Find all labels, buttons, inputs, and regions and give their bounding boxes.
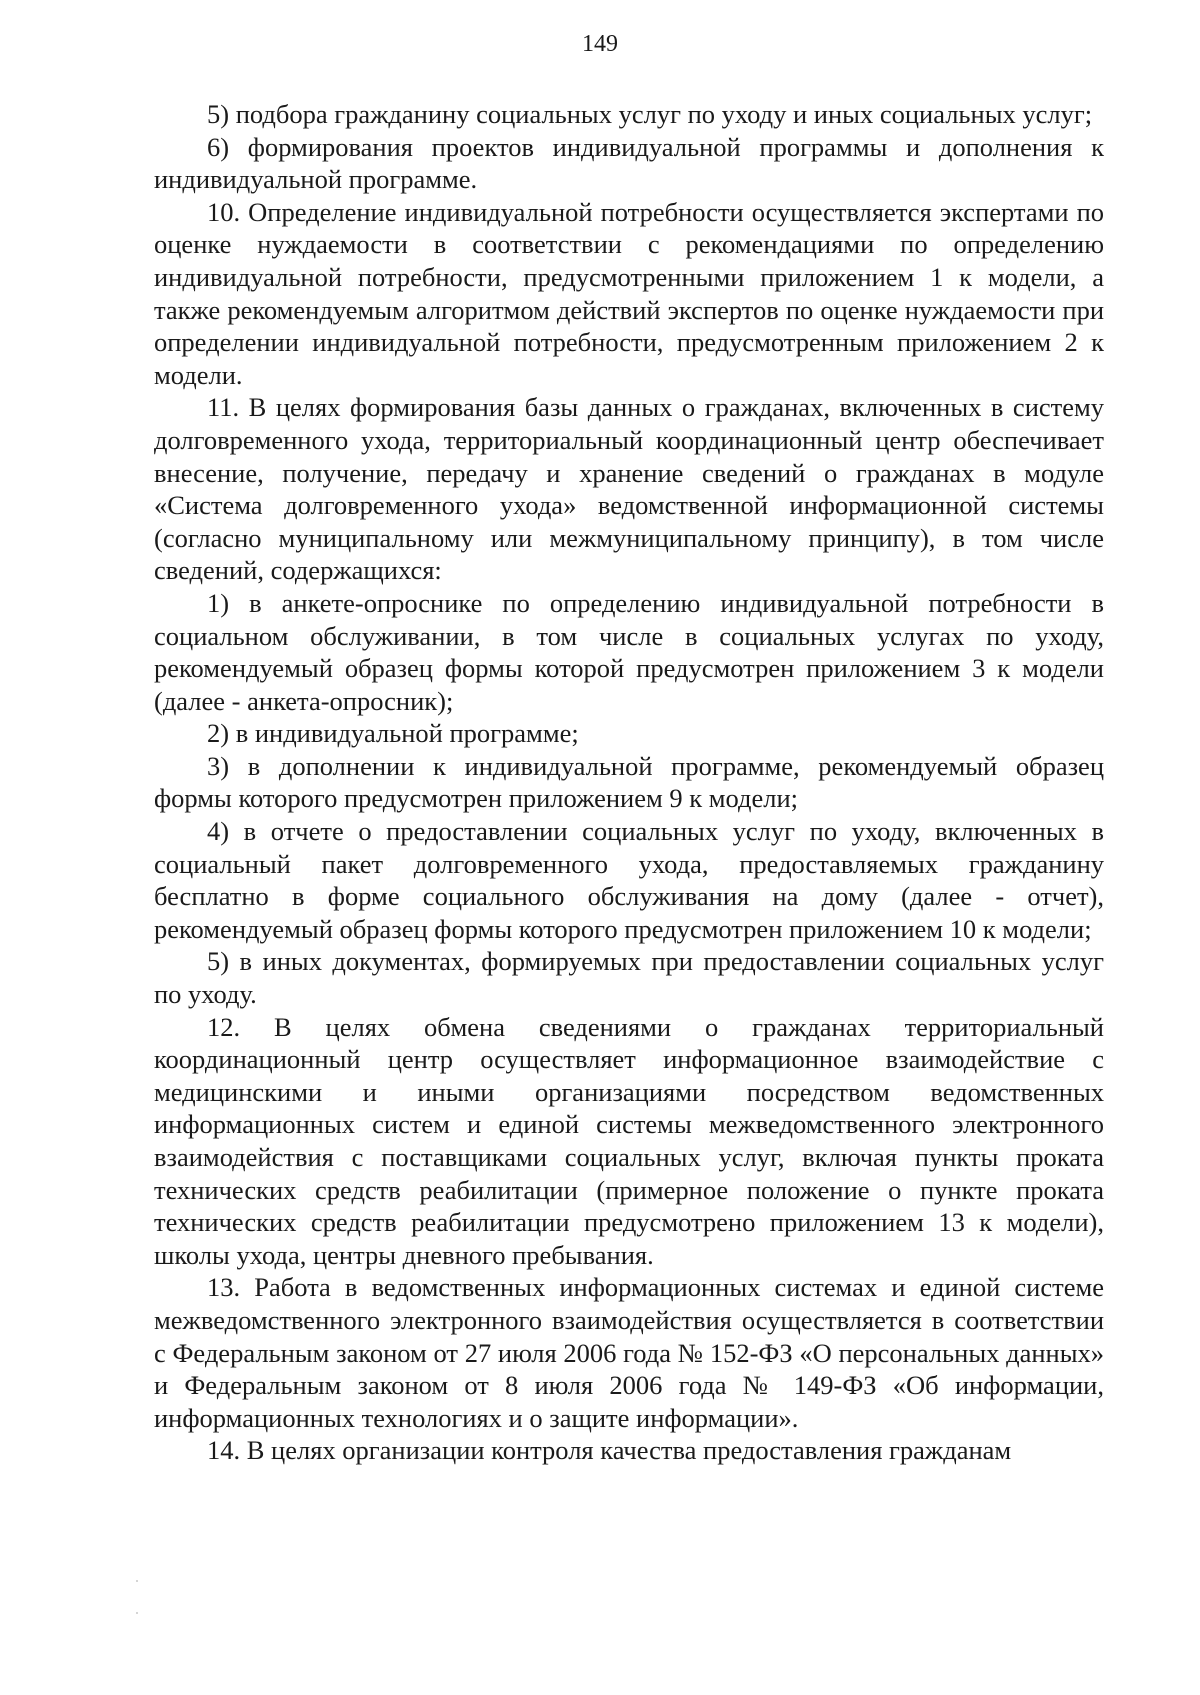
document-body <box>154 98 1104 1467</box>
page-number: 149 <box>582 31 618 57</box>
paragraph-11-item-3: 3) в дополнении к индивидуальной программе, рекомендуемый образец формы которого предусмотрен приложением 9 к модели; <box>154 750 1104 814</box>
paragraph-11-database: 11. В целях формирования базы данных о гражданах, включенных в систему долговременного ухода, территориальный координационный центр обеспечивает внесение, получение, передачу и хранение сведений о гражданах в модуле «Система долговременного ухода» ведомственной информационной системы (согласно муниципальному или межмуниципальному принципу), в том числе сведений, содержащихся: <box>154 392 1104 586</box>
paragraph-10-needs-definition: 10. Определение индивидуальной потребности осуществляется экспертами по оценке нуждаемости в соответствии с рекомендациями по определению индивидуальной потребности, предусмотренными приложением 1 к модели, а также рекомендуемым алгоритмом действий экспертов по оценке нуждаемости при определении индивидуальной потребности, предусмотренным приложением 2 к модели. <box>154 196 1104 390</box>
paragraph-6-drafts: 6) формирования проектов индивидуальной программы и дополнения к индивидуальной программе. <box>154 131 1104 195</box>
paragraph-11-item-2: 2) в индивидуальной программе; <box>207 718 579 749</box>
scan-speck <box>136 1580 138 1582</box>
paragraph-11-item-5: 5) в иных документах, формируемых при предоставлении социальных услуг по уходу. <box>154 946 1104 1010</box>
paragraph-13-legal-basis: 13. Работа в ведомственных информационных системах и единой системе межведомственного электронного взаимодействия осуществляется в соответствии с Федеральным законом от 27 июля 2006 года № 152-ФЗ «О персональных данных» и Федеральным законом от 8 июля 2006 года № 149-ФЗ «Об информации, информационных технологиях и о защите информации». <box>154 1272 1104 1433</box>
paragraph-14-quality-control: 14. В целях организации контроля качества предоставления гражданам <box>207 1435 1012 1466</box>
paragraph-11-item-1: 1) в анкете-опроснике по определению индивидуальной потребности в социальном обслуживании, в том числе в социальных услугах по уходу, рекомендуемый образец формы которой предусмотрен приложением 3 к модели (далее - анкета-опросник); <box>154 587 1104 716</box>
scan-speck <box>136 1612 138 1614</box>
paragraph-11-item-4: 4) в отчете о предоставлении социальных услуг по уходу, включенных в социальный пакет долговременного ухода, предоставляемых гражданину бесплатно в форме социального обслуживания на дому (далее - отчет), рекомендуемый образец формы которого предусмотрен приложением 10 к модели; <box>154 816 1104 944</box>
paragraph-12-information-exchange: 12. В целях обмена сведениями о гражданах территориальный координационный центр осуществляет информационное взаимодействие с медицинскими и иными организациями посредством ведомственных информационных систем и единой системы межведомственного электронного взаимодействия с поставщиками социальных услуг, включая пункты проката технических средств реабилитации (примерное положение о пункте проката технических средств реабилитации предусмотрено приложением 13 к модели), школы ухода, центры дневного пребывания. <box>154 1011 1104 1270</box>
paragraph-5-selection: 5) подбора гражданину социальных услуг по уходу и иных социальных услуг; <box>207 99 1093 129</box>
